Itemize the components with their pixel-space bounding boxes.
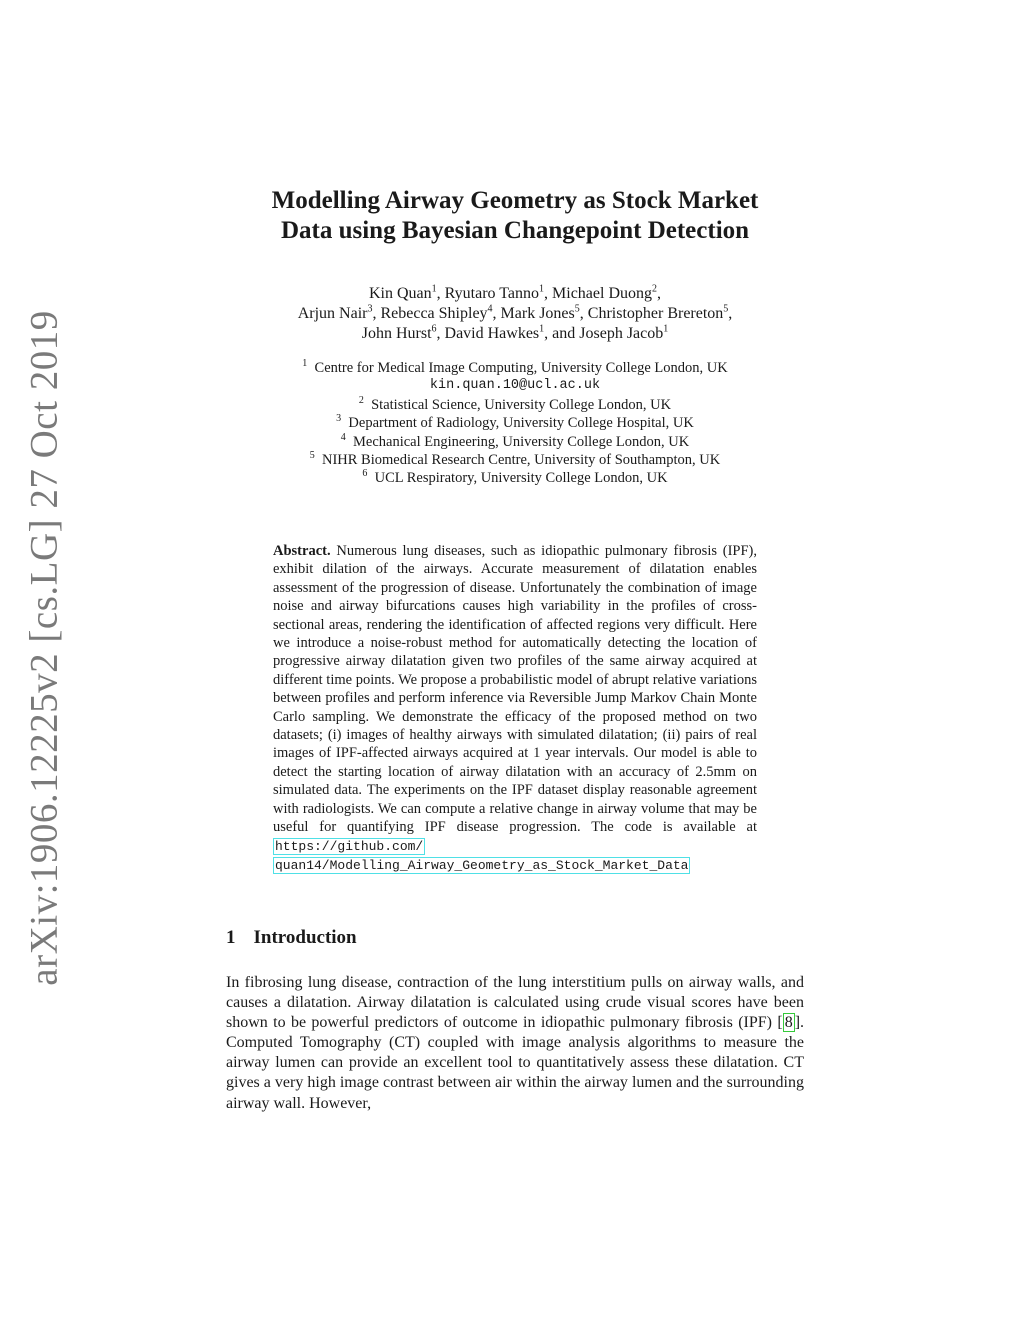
author-affiliation-mark: 5 — [723, 303, 729, 315]
author-separator: , — [436, 325, 445, 342]
intro-text: In fibrosing lung disease, contraction of the lung interstitium pulls on airway walls, and causes a dilatation. Airway dilatation is calculated using crude visual scores have been shown to be powerful predictors of outcome in idiopathic pulmonary fibrosis (IPF) — [226, 974, 804, 1032]
author-affiliation-mark: 1 — [539, 323, 545, 335]
affiliation — [200, 469, 830, 487]
author-affiliation-mark: 1 — [431, 283, 437, 295]
author-name: Rebecca Shipley — [380, 305, 488, 322]
author-affiliation-mark: 3 — [367, 303, 373, 315]
section-number: 1 — [226, 927, 236, 948]
affiliation-mark: 2 — [358, 394, 364, 406]
author-name: Arjun Nair — [297, 305, 368, 322]
title-line-1: Modelling Airway Geometry as Stock Market — [271, 187, 759, 214]
section-heading — [226, 927, 357, 949]
author-separator: , — [492, 305, 501, 322]
author-affiliation-mark: 4 — [487, 303, 493, 315]
paper-title — [200, 186, 830, 246]
affiliation — [200, 359, 830, 377]
author-affiliation-mark: 5 — [574, 303, 580, 315]
author-name: David Hawkes — [444, 325, 540, 342]
author-name: Christopher Brereton — [587, 305, 724, 322]
code-link[interactable]: https://github.com/ — [275, 838, 424, 854]
author-name: Mark Jones — [500, 305, 575, 322]
affiliation-text: Statistical Science, University College London, UK — [371, 396, 672, 413]
affiliation — [200, 414, 830, 432]
author-affiliation-mark: 6 — [431, 323, 437, 335]
affiliation-text: Department of Radiology, University College Hospital, UK — [348, 415, 694, 432]
author-name: and Joseph Jacob — [552, 325, 664, 342]
author-separator: , — [579, 305, 588, 322]
author-line — [200, 304, 830, 324]
code-link[interactable]: quan14/Modelling_Airway_Geometry_as_Stock_Market_Data — [275, 857, 689, 873]
contact-email[interactable]: kin.quan.10@ucl.ac.uk — [429, 378, 601, 394]
author-list — [200, 284, 830, 344]
author-name: Michael Duong — [552, 285, 652, 302]
affiliation-mark: 6 — [362, 468, 368, 480]
introduction-paragraph: In fibrosing lung disease, contraction of the lung interstitium pulls on airway walls, and causes a dilatation. Airway dilatation is calculated using crude visual scores have been shown to be powerful predictors of outcome in idiopathic pulmonary fibrosis (IPF) [ 8 ]. Computed Tomography (CT) coupled with image analysis algorithms to measure the airway lumen can provide an excellent tool to quantitatively assess these dilatation. CT gives a very high image contrast between air within the airway lumen and the surrounding airway wall. However, — [226, 974, 805, 1112]
abstract — [273, 542, 757, 875]
author-separator: , — [728, 305, 733, 322]
author-affiliation-mark: 1 — [539, 283, 545, 295]
affiliation — [200, 451, 830, 469]
intro-text: . Computed Tomography (CT) coupled with image analysis algorithms to measure the airway lumen can provide an excellent tool to quantitatively assess these dilatation. CT gives a very high image contrast between air within the airway lumen and the surrounding airway wall. However, — [226, 1014, 805, 1112]
author-affiliation-mark: 2 — [652, 283, 657, 295]
author-separator: , — [544, 285, 553, 302]
author-name: Ryutaro Tanno — [444, 285, 540, 302]
affiliation-list — [200, 359, 830, 488]
author-separator: , — [657, 285, 661, 302]
author-separator: , — [436, 285, 445, 302]
title-line-2: Data using Bayesian Changepoint Detection — [280, 217, 750, 244]
author-name: Kin Quan — [368, 285, 432, 302]
author-affiliation-mark: 1 — [663, 323, 669, 335]
affiliation — [200, 433, 830, 451]
author-line — [200, 324, 830, 344]
affiliation-text: UCL Respiratory, University College London, UK — [374, 470, 668, 487]
affiliation-text: Mechanical Engineering, University College London, UK — [353, 433, 690, 450]
affiliation-mark: 3 — [336, 413, 342, 425]
affiliation-text: NIHR Biomedical Research Centre, University of Southampton, UK — [321, 452, 721, 469]
citation-link[interactable]: 8 — [784, 1014, 793, 1032]
affiliation-text: Centre for Medical Image Computing, University College London, UK — [314, 360, 728, 376]
affiliation — [200, 396, 830, 414]
affiliation-mark: 1 — [302, 358, 308, 370]
abstract-text: Numerous lung diseases, such as idiopathic pulmonary fibrosis (IPF), exhibit dilation of the airways. Accurate measurement of dilatation enables assessment of the progression of disease. Unfortunately the combination of image noise and airway bifurcations causes high variability in the profiles of cross-sectional areas, rendering the identification of affected regions very difficult. Here we introduce a noise-robust method for automatically detecting the location of progressive airway dilatation given two profiles of the same airway acquired at different time points. We propose a probabilistic model of abrupt relative variations between profiles and perform inference via Reversible Jump Markov Chain Monte Carlo sampling. We demonstrate the efficacy of the proposed method on two datasets; (i) images of healthy airways with simulated dilatation; (ii) pairs of real images of IPF-affected airways acquired at 1 year intervals. Our model is able to detect the starting location of airway dilatation with an accuracy of 2.5mm on simulated data. The experiments on the IPF dataset display reasonable agreement with radiologists. We can compute a relative change in airway volume that may be useful for quantifying IPF disease progression. The code is available at — [273, 543, 757, 836]
affiliation-mark: 5 — [309, 450, 315, 462]
author-separator: , — [372, 305, 381, 322]
author-separator: , — [544, 325, 553, 342]
author-name: John Hurst — [361, 325, 432, 342]
arxiv-sidebar-stamp: arXiv:1906.12225v2 [cs.LG] 27 Oct 2019 — [22, 310, 66, 986]
section-title: Introduction — [253, 927, 357, 948]
author-line — [200, 284, 830, 304]
affiliation-mark: 4 — [340, 431, 346, 443]
abstract-label: Abstract. — [273, 543, 331, 559]
